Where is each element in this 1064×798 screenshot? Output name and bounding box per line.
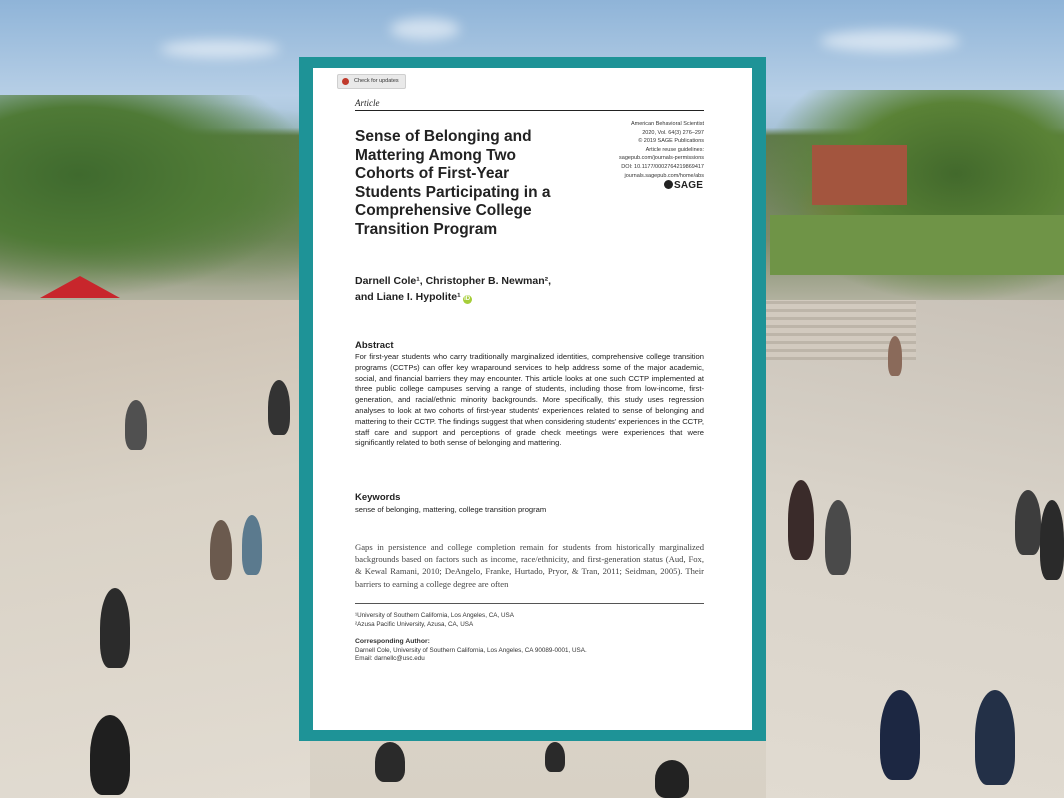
abstract-heading: Abstract — [355, 340, 394, 351]
orcid-icon[interactable]: iD — [464, 295, 471, 302]
sage-logo-text: SAGE — [674, 180, 704, 191]
authors-line-2-wrap — [355, 290, 605, 306]
authors-line-1: Darnell Cole¹, Christopher B. Newman², — [355, 275, 552, 287]
paper-title: Sense of Belonging and Mattering Among Two Cohorts of First-Year Students Participating in a Comprehensive College Transition Program — [355, 128, 551, 238]
affiliation-2: ²Azusa Pacific University, Azusa, CA, USA — [355, 620, 474, 628]
footnote-rule — [355, 603, 704, 604]
article-type-label: Article — [355, 98, 380, 108]
abstract-text: For first-year students who carry traditionally marginalized identities, comprehensive college transition programs (CCTPs) can offer key wraparound services to help address some of the major academic, social, and financial barriers they may encounter. This article looks at one such CCTP implemented at three public college campuses serving a range of students, including those from low-income, first-generation, and racial/ethnic minority backgrounds. More specifically, this study uses regression analyses to look at two cohorts of first-year students' experiences related to sense of belonging and mattering to their CCTP. The findings suggest that when considering students' experiences in the CCTP, staff care and support and perceptions of grade check meetings were experiences that were significantly related to both sense of belonging and mattering. — [355, 352, 704, 448]
author-list — [355, 274, 605, 305]
corresponding-author-address: Darnell Cole, University of Southern California, Los Angeles, CA 90089-0001, USA. — [355, 646, 587, 654]
journal-reuse: Article reuse guidelines: — [645, 146, 704, 153]
journal-home-link[interactable]: journals.sagepub.com/home/abs — [624, 172, 704, 179]
sage-logo-icon — [664, 180, 673, 189]
keywords-text: sense of belonging, mattering, college transition program — [355, 505, 547, 514]
journal-info — [580, 120, 704, 180]
header-rule — [355, 110, 704, 111]
corresponding-author-heading: Corresponding Author: — [355, 638, 430, 645]
affiliation-1: ¹University of Southern California, Los Angeles, CA, USA — [355, 612, 514, 619]
authors-line-2: and Liane I. Hypolite¹ — [355, 290, 461, 303]
keywords-heading: Keywords — [355, 492, 401, 503]
corresponding-author-email[interactable]: Email: darnellc@usc.edu — [355, 655, 425, 663]
affiliations — [355, 612, 704, 629]
journal-doi[interactable]: DOI: 10.1177/0002764219869417 — [621, 163, 704, 170]
journal-name: American Behavioral Scientist — [630, 121, 704, 127]
journal-copyright: © 2019 SAGE Publications — [638, 138, 704, 145]
sage-logo — [664, 180, 703, 191]
journal-permissions-link[interactable]: sagepub.com/journals-permissions — [619, 155, 704, 162]
update-icon — [342, 78, 349, 85]
body-paragraph: Gaps in persistence and college completion remain for students from historically marginalized backgrounds based on factors such as income, race/ethnicity, and first-generation status (Aud, Fox, & Kewal Ramani, 2010; DeAngelo, Franke, Hurtado, Pryor, & Tran, 2011; Seidman, 2005). Their barriers to earning a college degree are often — [355, 542, 704, 589]
check-for-updates-badge[interactable] — [337, 74, 406, 89]
journal-volume: 2020, Vol. 64(3) 276–297 — [642, 129, 704, 136]
update-badge-label: Check for updates — [354, 78, 399, 84]
corresponding-author — [355, 638, 704, 664]
